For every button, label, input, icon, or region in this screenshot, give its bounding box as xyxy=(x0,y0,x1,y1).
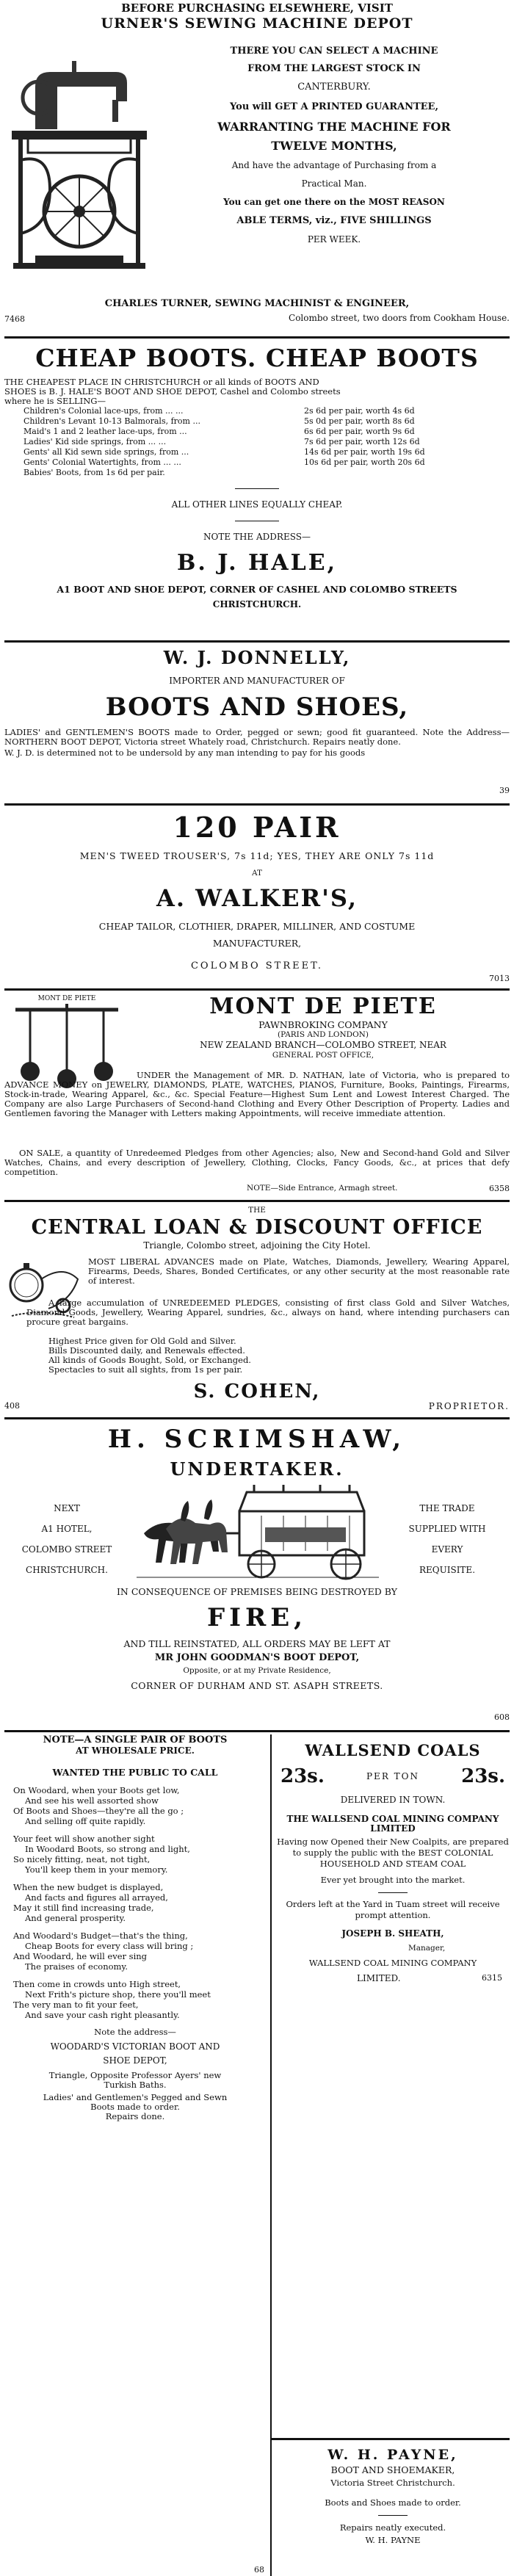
poem-line: You'll keep them in your memory. xyxy=(25,1864,168,1875)
ad1-title: URNER'S SEWING MACHINE DEPOT xyxy=(101,15,413,32)
poem-line: When the new budget is displayed, xyxy=(13,1882,164,1892)
ad2-address: A1 BOOT AND SHOE DEPOT, CORNER OF CASHEL AND COLOMBO STREETS xyxy=(57,584,457,595)
price-value: 10s 6d per pair, worth 20s 6d xyxy=(304,457,425,467)
price-list xyxy=(4,406,510,478)
price-row xyxy=(23,457,510,468)
ad9-body: Having now Opened their New Coalpits, are prepared to supply the public with the BEST COLONIAL HOUSEHOLD AND STEAM COAL xyxy=(277,1837,509,1869)
price-value xyxy=(304,468,510,478)
poem-line: The very man to fit your feet, xyxy=(13,2000,139,2010)
ad9-name: JOSEPH B. SHEATH, xyxy=(341,1928,444,1939)
ad4-desc: MANUFACTURER, xyxy=(212,938,302,949)
price-item: Children's Levant 10-13 Balmorals, from ... xyxy=(23,416,200,426)
price-row xyxy=(23,468,510,478)
ad10-line: Boots and Shoes made to order. xyxy=(325,2497,461,2508)
poem-line: So nicely fitting, neat, not tight, xyxy=(13,1854,151,1864)
ad7-right-line: REQUISITE. xyxy=(419,1565,476,1575)
ad5-badge: MONT DE PIETE xyxy=(37,995,96,1002)
ad1-line: FROM THE LARGEST STOCK IN xyxy=(247,63,421,74)
ad1-line: CANTERBURY. xyxy=(297,82,371,93)
ad8-head: AT WHOLESALE PRICE. xyxy=(76,1745,195,1756)
ad4-at: AT xyxy=(251,869,262,878)
wallsend-coals-ad xyxy=(276,1734,510,2058)
ad10-addr: Victoria Street Christchurch. xyxy=(330,2478,455,2488)
short-rule xyxy=(378,2515,408,2516)
divider xyxy=(4,803,510,806)
ad2-title: CHEAP BOOTS. CHEAP BOOTS xyxy=(35,344,479,372)
ad9-footer xyxy=(276,1973,510,1984)
price-row xyxy=(23,437,510,447)
ad2-intro: THE CHEAPEST PLACE IN CHRISTCHURCH or all kinds of BOOTS AND xyxy=(4,377,319,387)
sewing-machine-ad xyxy=(4,1,510,333)
hearse-illustration xyxy=(137,1482,379,1582)
ad1-header: BEFORE PURCHASING ELSEWHERE, VISIT xyxy=(121,1,393,15)
divider xyxy=(4,640,510,643)
ad7-line2: AND TILL REINSTATED, ALL ORDERS MAY BE LEFT AT xyxy=(123,1638,391,1649)
ad4-desc: CHEAP TAILOR, CLOTHIER, DRAPER, MILLINER, AND COSTUME xyxy=(98,921,416,932)
ad9-co: WALLSEND COAL MINING COMPANY xyxy=(308,1958,477,1968)
short-rule xyxy=(378,1892,408,1893)
poem-line: And Woodard, he will ever sing xyxy=(13,1951,148,1961)
ad7-right xyxy=(385,1498,510,1580)
ad9-role: Manager, xyxy=(408,1944,446,1953)
ad6-lines xyxy=(48,1336,510,1375)
ad3-body2: W. J. D. is determined not to be undersold by any man intending to pay for his goods xyxy=(4,748,366,758)
ad10-name: W. H. PAYNE, xyxy=(327,2447,458,2463)
ad1-footer: CHARLES TURNER, SEWING MACHINIST & ENGINEER, xyxy=(104,298,410,309)
poem-line: And facts and figures all arrayed, xyxy=(25,1892,168,1903)
ad7-fire: FIRE, xyxy=(206,1603,308,1632)
price-item: Babies' Boots, from 1s 6d per pair. xyxy=(23,468,165,477)
price-value: 5s 0d per pair, worth 8s 6d xyxy=(304,416,415,426)
ad5-sub: NEW ZEALAND BRANCH—COLOMBO STREET, NEAR xyxy=(200,1040,446,1050)
sewing-machine-illustration xyxy=(6,43,153,285)
price-value: 7s 6d per pair, worth 12s 6d xyxy=(304,437,420,446)
divider xyxy=(4,988,510,991)
ad7-right-line: THE TRADE xyxy=(419,1503,475,1513)
ad8-addr: Boots made to order. xyxy=(90,2102,180,2112)
ad7-right-line: SUPPLIED WITH xyxy=(408,1524,486,1534)
ad10-rep: Repairs neatly executed. xyxy=(339,2522,446,2533)
poem-line: May it still find increasing trade, xyxy=(13,1903,154,1913)
ad8-poem xyxy=(4,1785,266,2020)
ad10-sig: W. H. PAYNE xyxy=(365,2535,421,2545)
woodard-ad xyxy=(4,1734,266,2576)
ad6-line: All kinds of Goods Bought, Sold, or Exchanged. xyxy=(48,1355,251,1365)
ad5-sub: GENERAL POST OFFICE, xyxy=(272,1051,374,1060)
poem-line: In Woodard Boots, so strong and light, xyxy=(25,1844,190,1854)
poem-line: And general prosperity. xyxy=(25,1913,126,1923)
ad1-body xyxy=(159,43,510,248)
poem-line: Your feet will show another sight xyxy=(13,1834,155,1844)
ad2-other: ALL OTHER LINES EQUALLY CHEAP. xyxy=(171,499,343,510)
price-value: 6s 6d per pair, worth 9s 6d xyxy=(304,427,415,436)
poem-line: And see his well assorted show xyxy=(25,1795,159,1806)
price-item: Ladies' Kid side springs, from ... ... xyxy=(23,437,167,446)
poem-line: On Woodard, when your Boots get low, xyxy=(13,1785,180,1795)
ad2-note: NOTE THE ADDRESS— xyxy=(203,532,311,542)
price-value: 2s 6d per pair, worth 4s 6d xyxy=(304,406,415,416)
ad3-number: 39 xyxy=(499,786,510,795)
short-rule xyxy=(235,488,279,489)
ad3-sub: IMPORTER AND MANUFACTURER OF xyxy=(169,676,345,686)
ad4-title: 120 PAIR xyxy=(173,811,341,844)
ad5-sub: PAWNBROKING COMPANY xyxy=(258,1019,388,1030)
poem-line: Of Boots and Shoes—they're all the go ; xyxy=(13,1806,184,1816)
price-row xyxy=(23,416,510,427)
ad5-body: UNDER the Management of MR. D. NATHAN, late of Victoria, who is prepared to ADVANCE MONEY on JEWELRY, DIAMONDS, PLATE, WATCHES, PIANOS, Furniture, Books, Paintings, Firearms, Stock-in-trade, Wearing Apparel, &c., &c. Special Feature—Highest Sum Lent and Lowest Interest Charged. The Company are also Large Purchasers of Second-hand Clothing and Every Other Description of Property. Ladies and Gentlemen favoring the Manager with Letters making Appointments, will receive immediate attention. xyxy=(4,1070,510,1118)
ad9-number: 6315 xyxy=(482,1973,502,1983)
walker-ad xyxy=(4,811,510,985)
ad1-line: ABLE TERMS, viz., FIVE SHILLINGS xyxy=(236,215,432,226)
price-item: Children's Colonial lace-ups, from ... ... xyxy=(23,406,184,416)
poem-line: The praises of economy. xyxy=(25,1961,128,1972)
ad8-addr: Repairs done. xyxy=(105,2111,165,2121)
ad1-line: PER WEEK. xyxy=(307,234,361,245)
price-item: Gents' all Kid sewn side springs, from ... xyxy=(23,447,189,457)
ad7-left-line: CHRISTCHURCH. xyxy=(26,1565,108,1575)
ad3-name: W. J. DONNELLY, xyxy=(163,647,351,668)
payne-ad xyxy=(276,2445,510,2573)
ad6-body: MOST LIBERAL ADVANCES made on Plate, Watches, Diamonds, Jewellery, Wearing Apparel, Firearms, Deeds, Shares, Bonded Certificates, or any other security at the most reasonable rate of interest. xyxy=(88,1256,510,1286)
price-row xyxy=(23,427,510,437)
divider xyxy=(272,2438,510,2440)
ad7-left xyxy=(4,1498,129,1580)
ad8-number: 68 xyxy=(254,2565,264,2575)
divider xyxy=(4,336,510,339)
ad1-line: Practical Man. xyxy=(301,178,367,189)
ad7-name: H. SCRIMSHAW, xyxy=(107,1425,407,1454)
poem-line: Next Frith's picture shop, there you'll meet xyxy=(25,1989,211,2000)
poem-line: And selling off quite rapidly. xyxy=(25,1816,146,1826)
ad7-left-line: COLOMBO STREET xyxy=(21,1544,112,1555)
ad1-line: You will GET A PRINTED GUARANTEE, xyxy=(230,101,438,112)
ad7-line1: IN CONSEQUENCE OF PREMISES BEING DESTROYED BY xyxy=(116,1586,398,1597)
price-row xyxy=(23,447,510,457)
poem-line: And save your cash right pleasantly. xyxy=(25,2010,180,2020)
ad9-per: PER TON xyxy=(366,1770,420,1781)
ad9-price-row xyxy=(276,1765,510,1787)
ad3-body: LADIES' and GENTLEMEN'S BOOTS made to Order, pegged or sewn; good fit guaranteed. Note the Address—NORTHERN BOOT DEPOT, Victoria street Whately road, Christchurch. Repairs neatly done. xyxy=(4,727,510,747)
ad1-line: And have the advantage of Purchasing from a xyxy=(231,160,437,170)
ad9-ltd: LIMITED. xyxy=(357,1973,401,1983)
ad8-note: Note the address— xyxy=(94,2027,176,2037)
ad4-street: COLOMBO STREET. xyxy=(190,960,324,972)
mont-de-piete-ad xyxy=(4,994,510,1219)
ad7-notice xyxy=(4,1586,510,1691)
ad8-poem-head: WANTED THE PUBLIC TO CALL xyxy=(52,1767,218,1778)
ad2-address: CHRISTCHURCH. xyxy=(212,599,302,609)
ad6-name: S. COHEN, xyxy=(193,1381,321,1403)
poem-line: Then come in crowds unto High street, xyxy=(13,1979,181,1989)
divider xyxy=(4,1417,510,1419)
price-value: 14s 6d per pair, worth 19s 6d xyxy=(304,447,425,457)
ad6-body2: A large accumulation of UNREDEEMED PLEDGES, consisting of first class Gold and Silver Watches, Diamond Goods, Jewellery, Wearing Apparel, sundries, &c., always on hand, where intending purchasers can procure great bargains. xyxy=(26,1298,510,1327)
divider xyxy=(4,1730,510,1732)
ad4-number: 7013 xyxy=(489,974,510,983)
column-divider xyxy=(270,1734,272,2576)
ad1-line: THERE YOU CAN SELECT A MACHINE xyxy=(230,46,438,57)
ad1-address: Colombo street, two doors from Cookham House. xyxy=(289,313,510,323)
ad1-number: 7468 xyxy=(4,314,25,324)
ad4-name: A. WALKER'S, xyxy=(156,884,358,912)
ad8-addr: SHOE DEPOT, xyxy=(103,2055,167,2066)
ad6-title: CENTRAL LOAN & DISCOUNT OFFICE xyxy=(31,1216,483,1239)
price-item: Maid's 1 and 2 leather lace-ups, from ... xyxy=(23,427,187,436)
ad8-addr: Ladies' and Gentlemen's Pegged and Sewn xyxy=(43,2092,228,2102)
ad1-line: TWELVE MONTHS, xyxy=(271,139,397,153)
ad5-number: 6358 xyxy=(489,1184,510,1193)
ad6-role: PROPRIETOR. xyxy=(428,1401,510,1411)
ad7-left-line: A1 HOTEL, xyxy=(41,1524,93,1534)
ad1-line: You can get one there on the MOST REASON xyxy=(223,197,445,207)
ad5-body2: ON SALE, a quantity of Unredeemed Pledges from other Agencies; also, New and Second-hand Gold and Silver Watches, Chains, and every description of Jewellery, Clothing, Clocks, Fancy Goods, &c., at prices that defy competition. xyxy=(4,1148,510,1177)
cheap-boots-ad xyxy=(4,344,510,637)
ad1-line: WARRANTING THE MACHINE FOR xyxy=(217,120,451,134)
ad7-line5: CORNER OF DURHAM AND ST. ASAPH STREETS. xyxy=(131,1680,383,1691)
ad9-title: WALLSEND COALS xyxy=(305,1741,481,1759)
ad6-the: THE xyxy=(248,1206,266,1215)
ad7-left-line: NEXT xyxy=(54,1503,80,1513)
ad2-intro: SHOES is B. J. HALE'S BOOT AND SHOE DEPOT, Cashel and Colombo streets xyxy=(4,386,341,397)
ad3-title: BOOTS AND SHOES, xyxy=(105,692,409,722)
ad9-price: 23s. xyxy=(461,1765,505,1787)
ad8-head: NOTE—A SINGLE PAIR OF BOOTS xyxy=(43,1734,228,1745)
ad9-body: THE WALLSEND COAL MINING COMPANY LIMITED xyxy=(286,1814,499,1834)
ad9-delivered: DELIVERED IN TOWN. xyxy=(340,1795,446,1805)
scrimshaw-ad xyxy=(4,1425,510,1726)
ad4-line: MEN'S TWEED TROUSER'S, 7s 11d; YES, THEY ARE ONLY 7s 11d xyxy=(79,850,435,861)
poem-line: Cheap Boots for every class will bring ; xyxy=(25,1941,194,1951)
ad5-title: MONT DE PIETE xyxy=(209,994,437,1019)
divider xyxy=(4,1200,510,1202)
ad7-role: UNDERTAKER. xyxy=(170,1458,344,1480)
ad6-line: Bills Discounted daily, and Renewals effected. xyxy=(48,1345,245,1356)
ad9-orders: Orders left at the Yard in Tuam street will receive prompt attention. xyxy=(286,1899,500,1920)
price-item: Gents' Colonial Watertights, from ... ... xyxy=(23,457,181,467)
ad6-sub: Triangle, Colombo street, adjoining the City Hotel. xyxy=(143,1240,371,1251)
ad5-sub: (PARIS AND LONDON) xyxy=(278,1030,369,1039)
ad6-line: Highest Price given for Old Gold and Silver. xyxy=(48,1336,236,1346)
ad7-right-line: EVERY xyxy=(431,1544,463,1555)
donnelly-ad xyxy=(4,646,510,799)
ad10-trade: BOOT AND SHOEMAKER, xyxy=(330,2464,455,2475)
ad6-number: 408 xyxy=(4,1401,20,1411)
ad6-line: Spectacles to suit all sights, from 1s per pair. xyxy=(48,1364,243,1375)
ad7-line3: MR JOHN GOODMAN'S BOOT DEPOT, xyxy=(154,1652,360,1663)
ad2-name: B. J. HALE, xyxy=(176,550,338,576)
ad9-price: 23s. xyxy=(280,1765,325,1787)
poem-line: And Woodard's Budget—that's the thing, xyxy=(13,1931,188,1941)
ad8-addr: WOODARD'S VICTORIAN BOOT AND xyxy=(50,2041,220,2052)
ad9-body: Ever yet brought into the market. xyxy=(320,1875,466,1885)
ad2-intro: where he is SELLING— xyxy=(4,396,106,406)
ad7-line4: Opposite, or at my Private Residence, xyxy=(183,1666,331,1675)
ad5-header xyxy=(137,994,510,1060)
ad5-note: NOTE—Side Entrance, Armagh street. xyxy=(247,1184,398,1193)
price-row xyxy=(23,406,510,416)
ad7-number: 608 xyxy=(494,1712,510,1722)
ad8-addr: Turkish Baths. xyxy=(104,2080,167,2090)
ad8-addr: Triangle, Opposite Professor Ayers' new xyxy=(48,2070,222,2080)
